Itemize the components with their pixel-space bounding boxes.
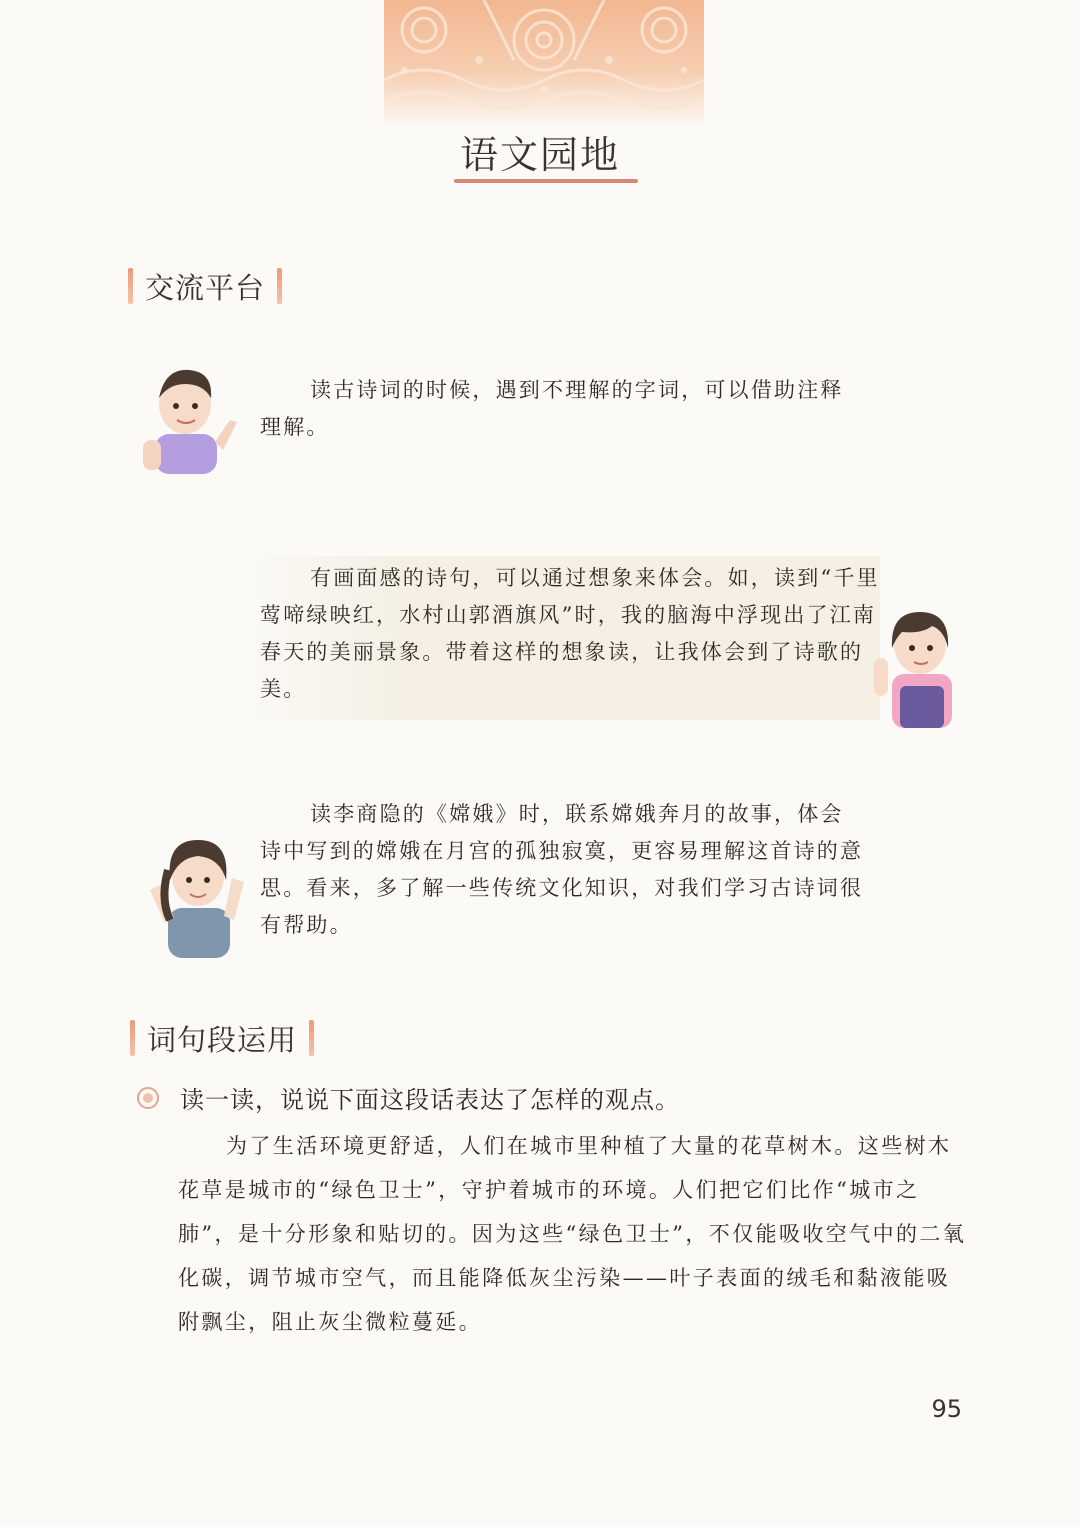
speech-paragraph: 有画面感的诗句，可以通过想象来体会。如，读到“千里莺啼绿映红，水村山郭酒旗风”时，我的脑海中浮现出了江南春天的美丽景象。带着这样的想象读，让我体会到了诗歌的美。 bbox=[260, 566, 880, 701]
speech-paragraph: 读古诗词的时候，遇到不理解的字词，可以借助注释理解。 bbox=[260, 378, 844, 439]
speech-paragraph: 读李商隐的《嫦娥》时，联系嫦娥奔月的故事，体会诗中写到的嫦娥在月宫的孤独寂寞，更容易理解这首诗的意思。看来，多了解一些传统文化知识，对我们学习古诗词很有帮助。 bbox=[260, 802, 864, 937]
boy-illustration bbox=[135, 362, 245, 478]
speech-text-3 bbox=[260, 796, 865, 944]
page-number: 95 bbox=[931, 1395, 962, 1423]
exercise-bullet-icon bbox=[137, 1087, 159, 1109]
girl-gray-illustration bbox=[140, 830, 255, 962]
girl-pink-illustration bbox=[862, 604, 972, 732]
exercise-passage bbox=[178, 1124, 968, 1344]
decorative-banner bbox=[384, 0, 704, 128]
section-heading-exchange bbox=[128, 266, 282, 306]
section-bar-right bbox=[277, 268, 282, 304]
title-underline bbox=[454, 179, 638, 183]
section-bar-left bbox=[130, 1020, 135, 1056]
speech-text-2 bbox=[240, 556, 880, 720]
section-heading-usage bbox=[130, 1018, 314, 1058]
passage-paragraph: 为了生活环境更舒适，人们在城市里种植了大量的花草树木。这些树木花草是城市的“绿色卫士”，守护着城市的环境。人们把它们比作“城市之肺”，是十分形象和贴切的。因为这些“绿色卫士”，不仅能吸收空气中的二氧化碳，调节城市空气，而且能降低灰尘污染——叶子表面的绒毛和黏液能吸附飘尘，阻止灰尘微粒蔓延。 bbox=[178, 1134, 967, 1334]
section-bar-left bbox=[128, 268, 133, 304]
section-label: 交流平台 bbox=[145, 270, 266, 305]
speech-text-1 bbox=[260, 372, 860, 446]
section-bar-right bbox=[309, 1020, 314, 1056]
section-label: 词句段运用 bbox=[147, 1022, 298, 1057]
page-title: 语文园地 bbox=[459, 133, 620, 177]
exercise-prompt: 读一读，说说下面这段话表达了怎样的观点。 bbox=[180, 1086, 680, 1114]
